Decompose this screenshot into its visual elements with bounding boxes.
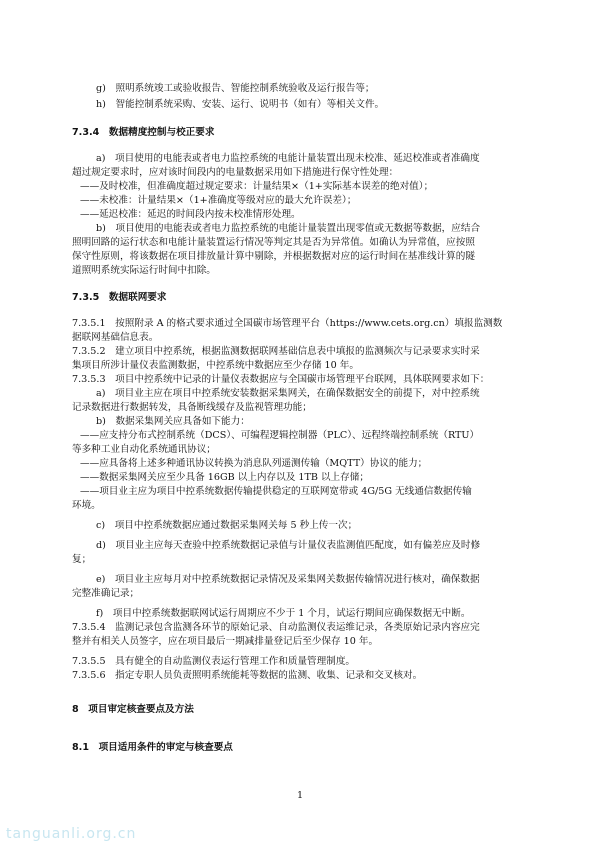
text-line: ——应支持分布式控制系统（DCS）、可编程逻辑控制器（PLC）、远程终端控制系统（RTU） xyxy=(80,430,480,441)
text-line: h) 智能控制系统采购、安装、运行、说明书（如有）等相关文件。 xyxy=(96,99,385,110)
text-line: 复； xyxy=(72,554,92,565)
text-line: c) 项目中控系统数据应通过数据采集网关每 5 秒上传一次； xyxy=(96,520,358,531)
text-line: 7.3.5.5 具有健全的自动监测仪表运行管理工作和质量管理制度。 xyxy=(72,656,356,667)
text-line: 7.3.5.4 监测记录包含监测各环节的原始记录、自动监测仪表运维记录，各类原始记录内容应完 xyxy=(72,622,480,633)
text-line: d) 项目业主应每天查验中控系统数据记录值与计量仪表监测值匹配度，如有偏差应及时修 xyxy=(96,540,481,551)
text-line: 超过规定要求时，应对该时间段内的电量数据采用如下措施进行保守性处理： xyxy=(72,167,399,178)
text-line: ——未校准：计量结果×（1+准确度等级对应的最大允许误差）； xyxy=(80,195,357,206)
text-line: ——项目业主应为项目中控系统数据传输提供稳定的互联网宽带或 4G/5G 无线通信数据传输 xyxy=(80,486,472,497)
text-line: ——应具备将上述多种通讯协议转换为消息队列遥测传输（MQTT）协议的能力； xyxy=(80,458,428,469)
text-line: 7.3.5.1 按照附录 A 的格式要求通过全国碳市场管理平台（https://www.cets.org.cn）填报监测数 xyxy=(72,318,503,329)
section-heading: 8.1 项目适用条件的审定与核查要点 xyxy=(72,742,233,753)
text-line: 据联网基础信息表。 xyxy=(72,332,159,343)
text-line: 集项目所涉计量仪表监测数据，中控系统中数据应至少存储 10 年。 xyxy=(72,360,359,371)
text-line: 整并有相关人员签字，应在项目最后一期减排量登记后至少保存 10 年。 xyxy=(72,636,379,647)
section-heading: 8 项目审定核查要点及方法 xyxy=(72,704,194,715)
text-line: g) 照明系统竣工或验收报告、智能控制系统验收及运行报告等； xyxy=(96,83,375,94)
text-line: e) 项目业主应每月对中控系统数据记录情况及采集网关数据传输情况进行核对，确保数据 xyxy=(96,574,480,585)
text-line: 7.3.5.2 建立项目中控系统，根据监测数据联网基础信息表中填报的监测频次与记录要求实时采 xyxy=(72,346,480,357)
text-line: ——数据采集网关应至少具备 16GB 以上内存以及 1TB 以上存储； xyxy=(80,472,369,483)
text-line: 7.3.5.6 指定专职人员负责照明系统能耗等数据的监测、收集、记录和交叉核对。 xyxy=(72,670,423,681)
text-line: f) 项目中控系统数据联网试运行周期应不少于 1 个月，试运行期间应确保数据无中断。 xyxy=(96,608,471,619)
section-heading: 7.3.4 数据精度控制与校正要求 xyxy=(72,127,215,138)
page-number: 1 xyxy=(296,790,304,801)
text-line: 环境。 xyxy=(72,500,101,511)
text-line: 等多种工业自动化系统通讯协议； xyxy=(72,444,216,455)
text-line: a) 项目使用的电能表或者电力监控系统的电能计量装置出现未校准、延迟校准或者准确度 xyxy=(96,153,480,164)
section-heading: 7.3.5 数据联网要求 xyxy=(72,292,167,303)
text-line: b) 数据采集网关应具备如下能力： xyxy=(96,416,250,427)
text-line: 照明回路的运行状态和电能计量装置运行情况等判定其是否为异常值。如确认为异常值，应按照 xyxy=(72,237,475,248)
text-line: ——延迟校准：延迟的时间段内按未校准情形处理。 xyxy=(80,209,301,220)
text-line: 记录数据进行数据转发，具备断线缓存及监视管理功能； xyxy=(72,402,312,413)
text-line: 完整准确记录； xyxy=(72,588,140,599)
text-line: 7.3.5.3 项目中控系统中记录的计量仪表数据应与全国碳市场管理平台联网，具体联网要求如下： xyxy=(72,374,490,385)
text-line: ——及时校准，但准确度超过规定要求：计量结果×（1+实际基本误差的绝对值）； xyxy=(80,181,434,192)
text-line: 道照明系统实际运行时间中扣除。 xyxy=(72,265,216,276)
text-line: 保守性原则，将该数据在项目排放量计算中剔除，并根据数据对应的运行时间在基准线计算的隧 xyxy=(72,251,475,262)
text-line: b) 项目使用的电能表或者电力监控系统的电能计量装置出现零值或无数据等数据，应结合 xyxy=(96,223,481,234)
text-line: a) 项目业主应在项目中控系统安装数据采集网关，在确保数据安全的前提下，对中控系统 xyxy=(96,388,480,399)
watermark: tanguanli.org.cn xyxy=(6,826,137,842)
